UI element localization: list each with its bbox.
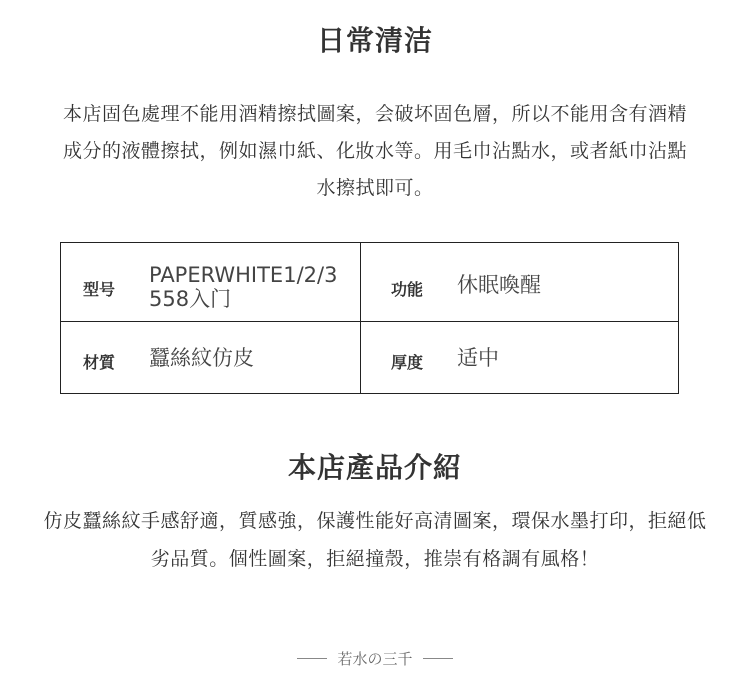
footer-divider-left [297,658,327,659]
brand-signature: 若水の三千 [337,649,413,668]
table-row [61,243,678,322]
section-title-daily-cleaning: 日常清洁 [316,24,433,57]
model-value: PAPERWHITE1/2/3558入门 [149,263,338,311]
thickness-label: 厚度 [391,353,424,372]
section-title-product-intro: 本店產品介紹 [287,451,462,484]
material-label: 材質 [83,353,116,372]
product-intro-text: 仿皮蠶絲紋手感舒適，質感強，保護性能好高清圖案，環保水墨打印，拒絕低劣品質。個性圖案，拒絕撞殼，推崇有格調有風格！ [43,510,707,570]
footer-divider-right [423,658,453,659]
footer-brand [0,644,750,672]
material-value: 蠶絲紋仿皮 [149,346,254,370]
model-label: 型号 [83,280,116,299]
spec-table [60,242,679,394]
function-label: 功能 [391,280,424,299]
cleaning-instructions-text: 本店固色處理不能用酒精擦拭圖案，会破坏固色層，所以不能用含有酒精成分的液體擦拭，例如濕巾紙、化妝水等。用毛巾沾點水，或者紙巾沾點水擦拭即可。 [62,103,687,199]
function-value: 休眠喚醒 [457,273,541,297]
thickness-value: 适中 [457,346,499,370]
table-row [61,322,678,393]
